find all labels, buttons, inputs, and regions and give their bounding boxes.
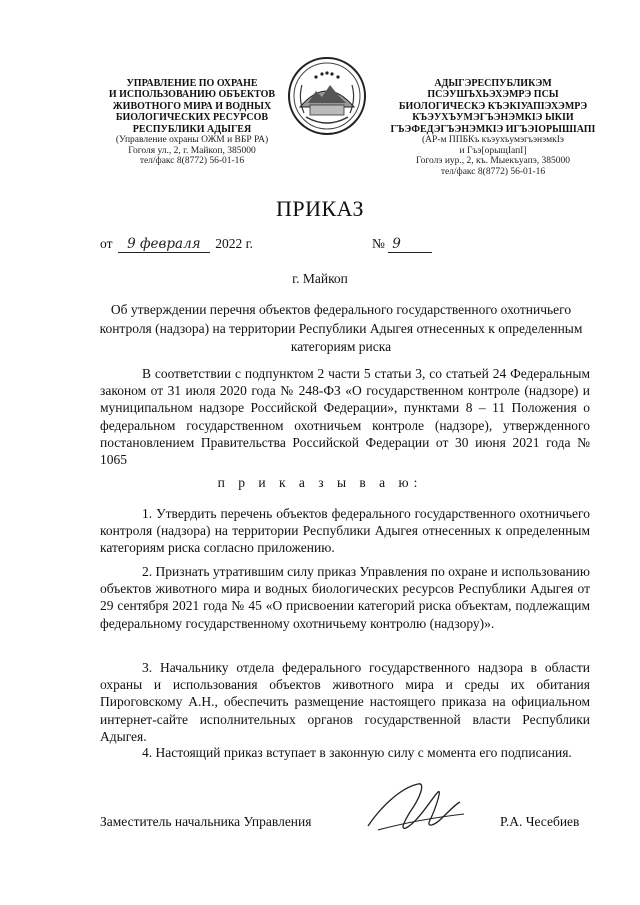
header-left-address: Гоголя ул., 2, г. Майкоп, 385000 xyxy=(128,145,256,156)
order-item-1: 1. Утвердить перечень объектов федерального государственного охотничьего контроля (надзора) на территории Республики Адыгея отнесенных к определенным категориям риска согласно приложению. xyxy=(100,506,590,556)
document-city: г. Майкоп xyxy=(292,271,348,286)
header-right-line1: АДЫГЭРЕСПУБЛИКЭМ xyxy=(434,78,552,89)
header-right-line4: КЪЭУХЪУМЭГЪЭНЭМКIЭ ЫКIИ xyxy=(412,112,574,124)
document-date xyxy=(100,236,253,253)
signer-position: Заместитель начальника Управления xyxy=(100,814,312,829)
header-left-short-name: (Управление охраны ОЖМ и ВБР РА) xyxy=(115,135,269,146)
header-left-phone: тел/факс 8(8772) 56-01-16 xyxy=(139,156,245,167)
header-right-short-name-2: и Гъэ[орыщIапI] xyxy=(459,145,527,156)
order-item-2: 2. Признать утратившим силу приказ Управления по охране и использованию объектов животного мира и водных биологических ресурсов Республики Адыгея от 29 сентября 2021 года № 45 «О присвоении категорий риска объектам, подлежащим федеральному государственному охотничьему контролю (надзору)». xyxy=(100,564,590,631)
header-left-line5: РЕСПУБЛИКИ АДЫГЕЯ xyxy=(132,123,252,135)
order-item-3: 3. Начальнику отдела федерального государственного надзора в области охраны и использования объектов животного мира и среды их обитания Пироговскому А.Н., обеспечить размещение настоящего приказа на официальном интернет-сайте исполнительных органов государственной власти Республики Адыгея. xyxy=(100,660,590,744)
header-right xyxy=(388,78,598,177)
document-subject: Об утверждении перечня объектов федерального государственного охотничьего контроля (надзора) на территории Республики Адыгея отнесенных к определенным категориям риска xyxy=(99,302,583,354)
header-right-line5: ГЪЭФЕДЭГЪЭНЭМКIЭ ИГЪЭIОРЫШIАПI xyxy=(390,123,596,135)
header-right-line2: ПСЭУШЪХЬЭХЭМРЭ ПСЫ xyxy=(427,89,559,101)
header-right-phone: тел/факс 8(8772) 56-01-16 xyxy=(440,166,546,177)
header-left-line2: И ИСПОЛЬЗОВАНИЮ ОБЪЕКТОВ xyxy=(108,89,276,101)
document-title: ПРИКАЗ xyxy=(275,196,365,221)
handwritten-signature xyxy=(360,778,468,840)
date-suffix: 2022 г. xyxy=(215,236,253,251)
signer-name: Р.А. Чесебиев xyxy=(500,814,580,829)
header-left-line1: УПРАВЛЕНИЕ ПО ОХРАНЕ xyxy=(126,78,258,89)
date-handwritten: 9 февраля xyxy=(118,236,210,253)
order-item-4: 4. Настоящий приказ вступает в законную силу с момента его подписания. xyxy=(142,745,572,760)
header-right-address: Гоголэ иур., 2, къ. Мыекъуапэ, 385000 xyxy=(415,156,571,167)
republic-emblem-icon xyxy=(286,55,368,137)
document-preamble: В соответствии с подпунктом 2 части 5 статьи 3, со статьей 24 Федеральным законом от 31 июля 2020 года № 248-ФЗ «О государственном контроле (надзоре) и муниципальном надзоре Российской Федерации», пунктами 8 – 11 Положения о федеральном государственном охотничьем контроле (надзоре), утвержденного постановлением Правительства Российской Федерации от 30 июня 2021 года № 1065 xyxy=(100,366,590,468)
number-handwritten: 9 xyxy=(388,236,432,253)
date-prefix: от xyxy=(100,236,113,251)
header-right-short-name: (АР-м ППБКъ къэухъумэгъэнэмкIэ xyxy=(422,135,564,146)
order-word: п р и к а з ы в а ю: xyxy=(217,475,423,490)
document-number xyxy=(372,236,432,253)
number-prefix: № xyxy=(372,236,385,251)
header-left xyxy=(98,78,286,167)
header-left-line4: БИОЛОГИЧЕСКИХ РЕСУРСОВ xyxy=(115,112,269,124)
header-left-line3: ЖИВОТНОГО МИРА И ВОДНЫХ xyxy=(112,100,272,112)
header-right-line3: БИОЛОГИЧЕСКЭ КЪЭКIУАПIЭХЭМРЭ xyxy=(398,100,588,112)
